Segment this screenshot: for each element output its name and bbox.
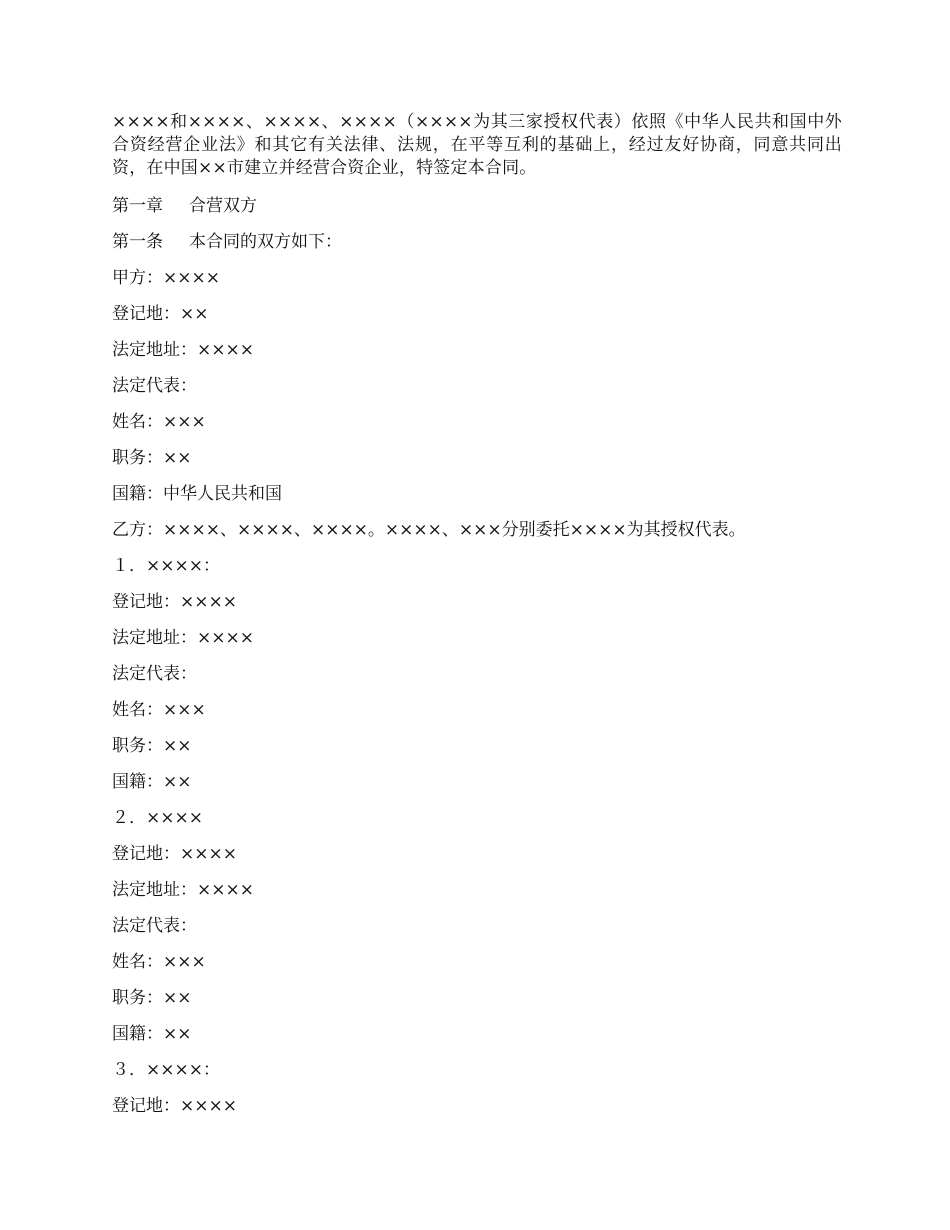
article-number: 第一条 xyxy=(112,232,163,252)
party-b2-rep-title: 职务：×× xyxy=(112,988,192,1008)
party-b1-registration: 登记地：×××× xyxy=(112,592,237,612)
party-a-rep-title: 职务：×× xyxy=(112,448,192,468)
party-a-line: 甲方：×××× xyxy=(112,268,220,288)
party-b-line: 乙方：××××、××××、××××。××××、×××分别委托××××为其授权代表。 xyxy=(112,520,746,540)
contract-page xyxy=(112,111,842,1124)
party-b3-heading: ３．××××： xyxy=(112,1060,220,1080)
party-b2-representative-label: 法定代表： xyxy=(112,916,197,936)
party-a-rep-name: 姓名：××× xyxy=(112,412,206,432)
party-a-address: 法定地址：×××× xyxy=(112,340,254,360)
party-b1-heading: １．××××： xyxy=(112,556,220,576)
chapter-title: 合营双方 xyxy=(189,196,257,216)
party-b2-registration: 登记地：×××× xyxy=(112,844,237,864)
contract-preamble: ××××和××××、××××、××××（××××为其三家授权代表）依照《中华人民共和国中外合资经营企业法》和其它有关法律、法规，在平等互利的基础上，经过友好协商，同意共同出资，在中国××市建立并经营合资企业，特签定本合同。 xyxy=(112,112,842,178)
party-b1-rep-nationality: 国籍：×× xyxy=(112,772,192,792)
party-b1-representative-label: 法定代表： xyxy=(112,664,197,684)
chapter-number: 第一章 xyxy=(112,196,163,216)
party-a-registration: 登记地：×× xyxy=(112,304,209,324)
party-b2-rep-nationality: 国籍：×× xyxy=(112,1024,192,1044)
party-b2-heading: ２．×××× xyxy=(112,808,203,828)
article-heading xyxy=(112,224,842,260)
party-a-representative-label: 法定代表： xyxy=(112,376,197,396)
article-title: 本合同的双方如下： xyxy=(189,232,342,252)
party-b1-rep-name: 姓名：××× xyxy=(112,700,206,720)
party-b2-address: 法定地址：×××× xyxy=(112,880,254,900)
party-b1-address: 法定地址：×××× xyxy=(112,628,254,648)
party-b3-registration: 登记地：×××× xyxy=(112,1096,237,1116)
party-b1-rep-title: 职务：×× xyxy=(112,736,192,756)
party-b2-rep-name: 姓名：××× xyxy=(112,952,206,972)
party-a-rep-nationality: 国籍：中华人民共和国 xyxy=(112,484,282,504)
chapter-heading xyxy=(112,188,842,224)
